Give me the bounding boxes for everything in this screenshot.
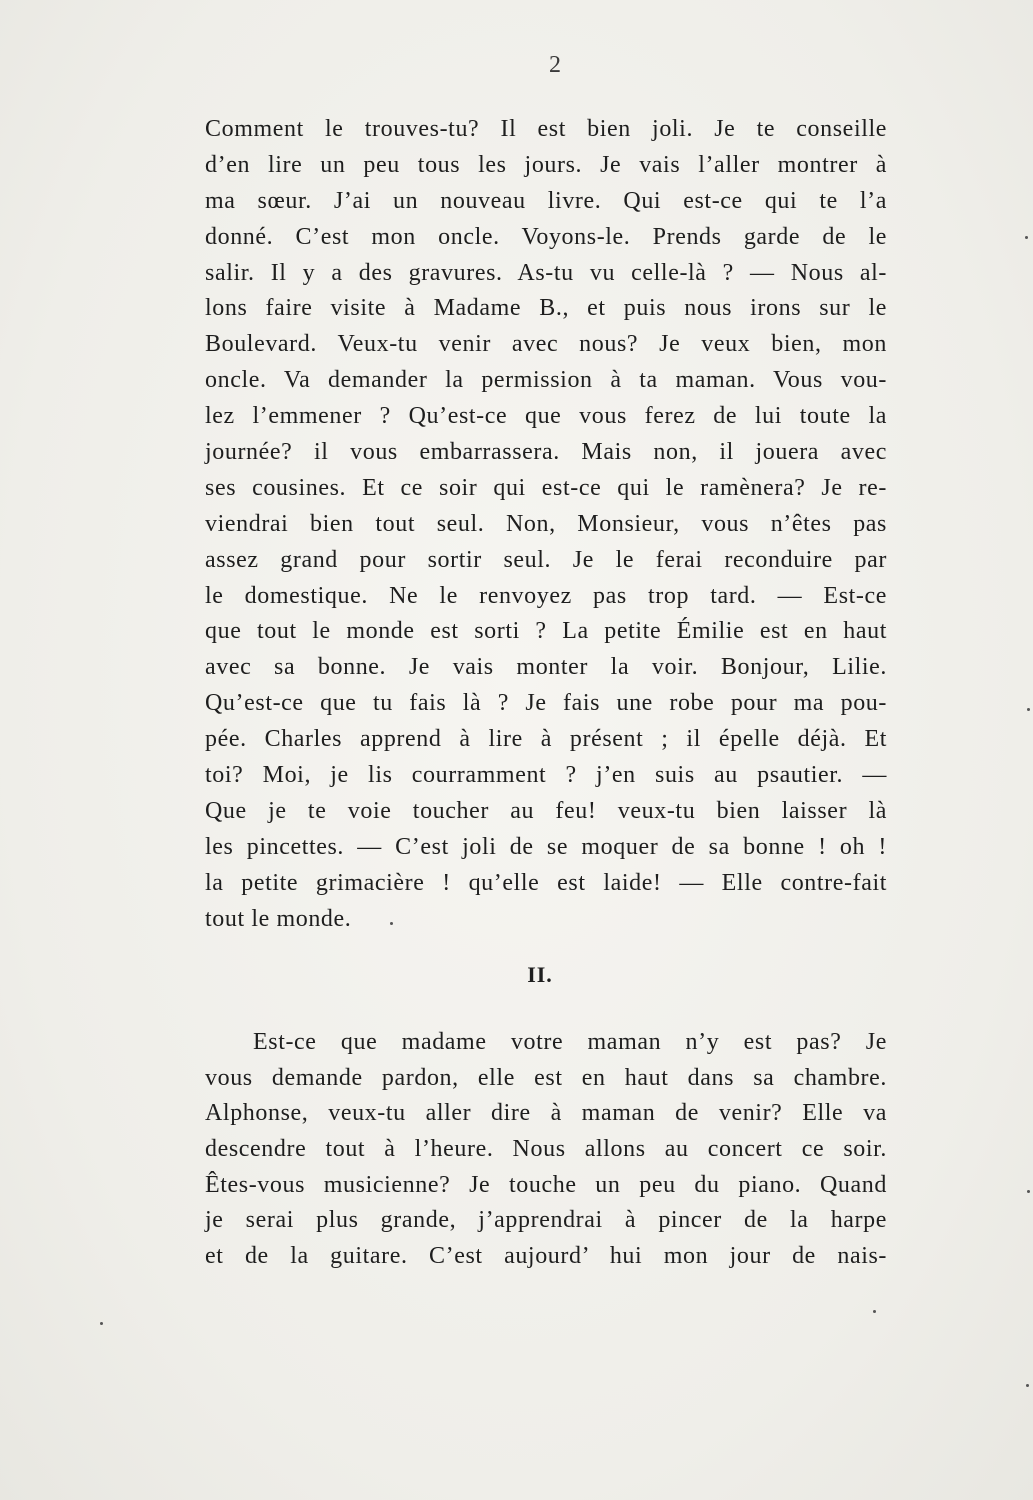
text-line: journée? il vous embarrassera. Mais non, il jouera avec xyxy=(205,439,887,466)
paper-speck xyxy=(390,922,393,925)
text-line: descendre tout à l’heure. Nous allons au concert ce soir. xyxy=(205,1136,887,1163)
text-line: oncle. Va demander la permission à ta maman. Vous vou- xyxy=(205,367,887,394)
text-line: ses cousines. Et ce soir qui est-ce qui le ramènera? Je re- xyxy=(205,474,887,501)
text-line: Qu’est-ce que tu fais là ? Je fais une robe pour ma pou- xyxy=(205,690,887,717)
text-line: Boulevard. Veux-tu venir avec nous? Je veux bien, mon xyxy=(205,331,887,358)
text-line: les pincettes. — C’est joli de se moquer de sa bonne ! oh ! xyxy=(205,833,887,860)
text-line: salir. Il y a des gravures. As-tu vu celle-là ? — Nous al- xyxy=(205,259,887,286)
text-line: avec sa bonne. Je vais monter la voir. Bonjour, Lilie. xyxy=(205,654,887,681)
text-line: lez l’emmener ? Qu’est-ce que vous ferez de lui toute la xyxy=(205,403,887,430)
text-line: et de la guitare. C’est aujourd’ hui mon jour de nais- xyxy=(205,1243,887,1270)
paper-speck xyxy=(1025,236,1028,239)
page-number: 2 xyxy=(549,52,561,78)
paper-speck xyxy=(873,1310,876,1313)
text-line: la petite grimacière ! qu’elle est laide! — Elle contre-fait xyxy=(205,869,887,896)
text-line: Que je te voie toucher au feu! veux-tu bien laisser là xyxy=(205,797,887,824)
section-heading: II. xyxy=(527,962,553,987)
paper-speck xyxy=(1027,708,1030,711)
text-line: toi? Moi, je lis courramment ? j’en suis au psautier. — xyxy=(205,762,887,789)
text-line: tout le monde. xyxy=(205,905,352,932)
text-line: d’en lire un peu tous les jours. Je vais l’aller montrer à xyxy=(205,151,887,178)
paragraph-1 xyxy=(205,112,887,937)
paragraph-2 xyxy=(205,1025,887,1275)
paper-speck xyxy=(1026,1384,1029,1387)
text-line: assez grand pour sortir seul. Je le ferai reconduire par xyxy=(205,546,887,573)
text-line: donné. C’est mon oncle. Voyons-le. Prends garde de le xyxy=(205,223,887,250)
text-line: le domestique. Ne le renvoyez pas trop tard. — Est-ce xyxy=(205,582,887,609)
text-line: que tout le monde est sorti ? La petite Émilie est en haut xyxy=(205,618,887,645)
text-line: Est-ce que madame votre maman n’y est pas? Je xyxy=(253,1029,887,1055)
text-line: vous demande pardon, elle est en haut dans sa chambre. xyxy=(205,1064,887,1091)
text-line: lons faire visite à Madame B., et puis nous irons sur le xyxy=(205,295,887,322)
text-line: ma sœur. J’ai un nouveau livre. Qui est-ce qui te l’a xyxy=(205,187,887,214)
text-line: je serai plus grande, j’apprendrai à pincer de la harpe xyxy=(205,1207,887,1234)
text-line: Êtes-vous musicienne? Je touche un peu du piano. Quand xyxy=(205,1171,887,1198)
text-line: pée. Charles apprend à lire à présent ; il épelle déjà. Et xyxy=(205,726,887,753)
paper-speck xyxy=(1027,1190,1030,1193)
text-line: Alphonse, veux-tu aller dire à maman de venir? Elle va xyxy=(205,1100,887,1127)
text-line: Comment le trouves-tu? Il est bien joli. Je te conseille xyxy=(205,116,887,142)
paper-speck xyxy=(100,1322,103,1325)
text-line: viendrai bien tout seul. Non, Monsieur, vous n’êtes pas xyxy=(205,510,887,537)
